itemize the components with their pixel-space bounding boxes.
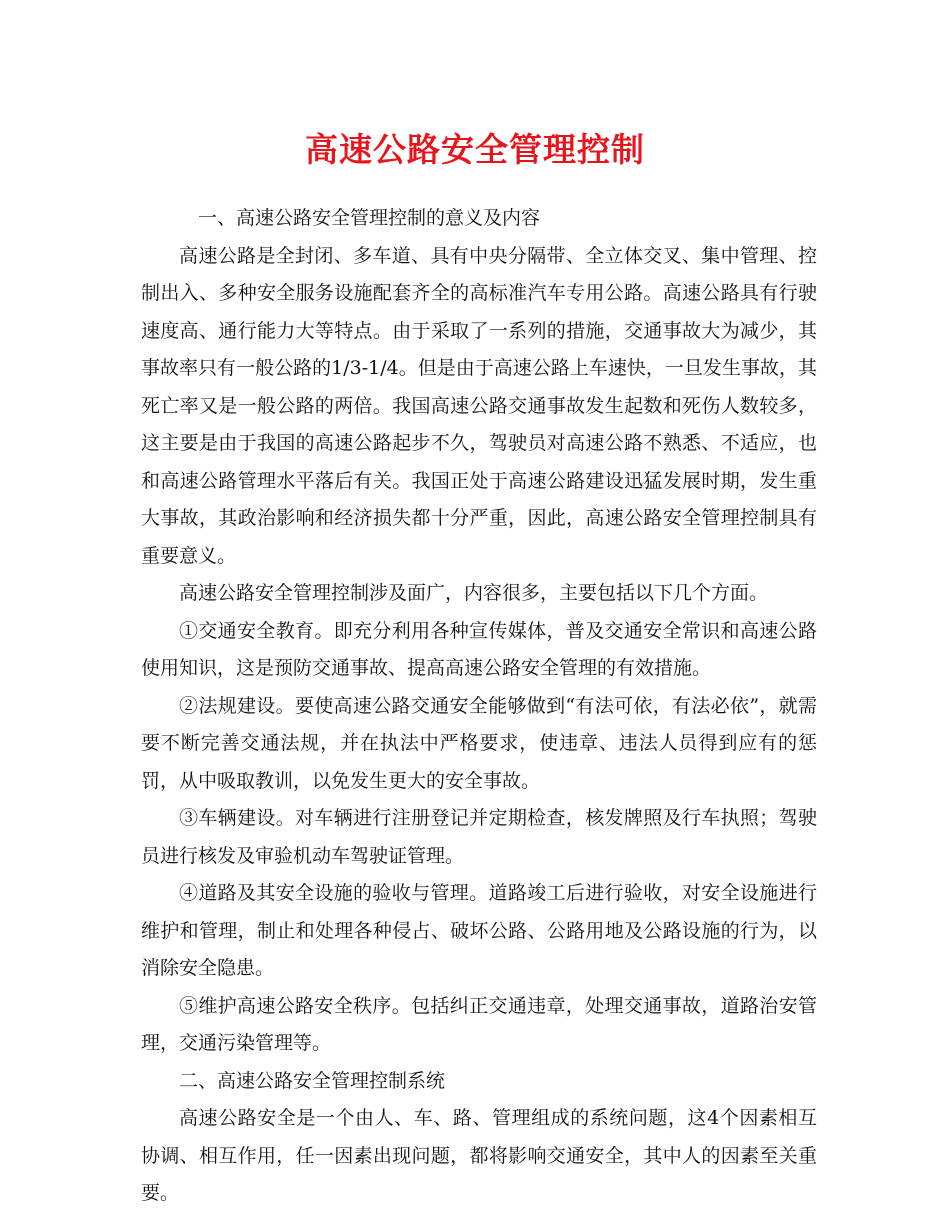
- paragraph-scope: 高速公路安全管理控制涉及面广，内容很多，主要包括以下几个方面。: [179, 582, 769, 604]
- paragraph-item-1: ①交通安全教育。即充分利用各种宣传媒体，普及交通安全常识和高速公路使用知识，这是预防交通事故、提高高速公路安全管理的有效措施。: [141, 619, 817, 679]
- document-title: 高速公路安全管理控制: [305, 130, 645, 169]
- document-body: [141, 200, 817, 1213]
- paragraph-item-5: ⑤维护高速公路安全秩序。包括纠正交通违章，处理交通事故，道路治安管理，交通污染管理等。: [141, 994, 817, 1054]
- paragraph-item-4: ④道路及其安全设施的验收与管理。道路竣工后进行验收，对安全设施进行维护和管理，制止和处理各种侵占、破坏公路、公路用地及公路设施的行为，以消除安全隐患。: [141, 882, 817, 979]
- paragraph-system: 高速公路安全是一个由人、车、路、管理组成的系统问题，这4个因素相互协调、相互作用，任一因素出现问题，都将影响交通安全，其中人的因素至关重要。: [141, 1107, 817, 1204]
- paragraph-item-3: ③车辆建设。对车辆进行注册登记并定期检查，核发牌照及行车执照；驾驶员进行核发及审验机动车驾驶证管理。: [141, 807, 817, 867]
- paragraph-item-2: ②法规建设。要使高速公路交通安全能够做到“有法可依，有法必依”，就需要不断完善交通法规，并在执法中严格要求，使违章、违法人员得到应有的惩罚，从中吸取教训，以免发生更大的安全事故。: [141, 694, 817, 792]
- section-heading-2: 二、高速公路安全管理控制系统: [179, 1069, 446, 1092]
- paragraph-intro: 高速公路是全封闭、多车道、具有中央分隔带、全立体交叉、集中管理、控制出入、多种安全服务设施配套齐全的高标准汽车专用公路。高速公路具有行驶速度高、通行能力大等特点。由于采取了一系列的措施，交通事故大为减少，其事故率只有一般公路的1/3-1/4。但是由于高速公路上车速快，一旦发生事故，其死亡率又是一般公路的两倍。我国高速公路交通事故发生起数和死伤人数较多，这主要是由于我国的高速公路起步不久，驾驶员对高速公路不熟悉、不适应，也和高速公路管理水平落后有关。我国正处于高速公路建设迅猛发展时期，发生重大事故，其政治影响和经济损失都十分严重，因此，高速公路安全管理控制具有重要意义。: [141, 244, 817, 567]
- section-heading-1: 一、高速公路安全管理控制的意义及内容: [198, 207, 541, 229]
